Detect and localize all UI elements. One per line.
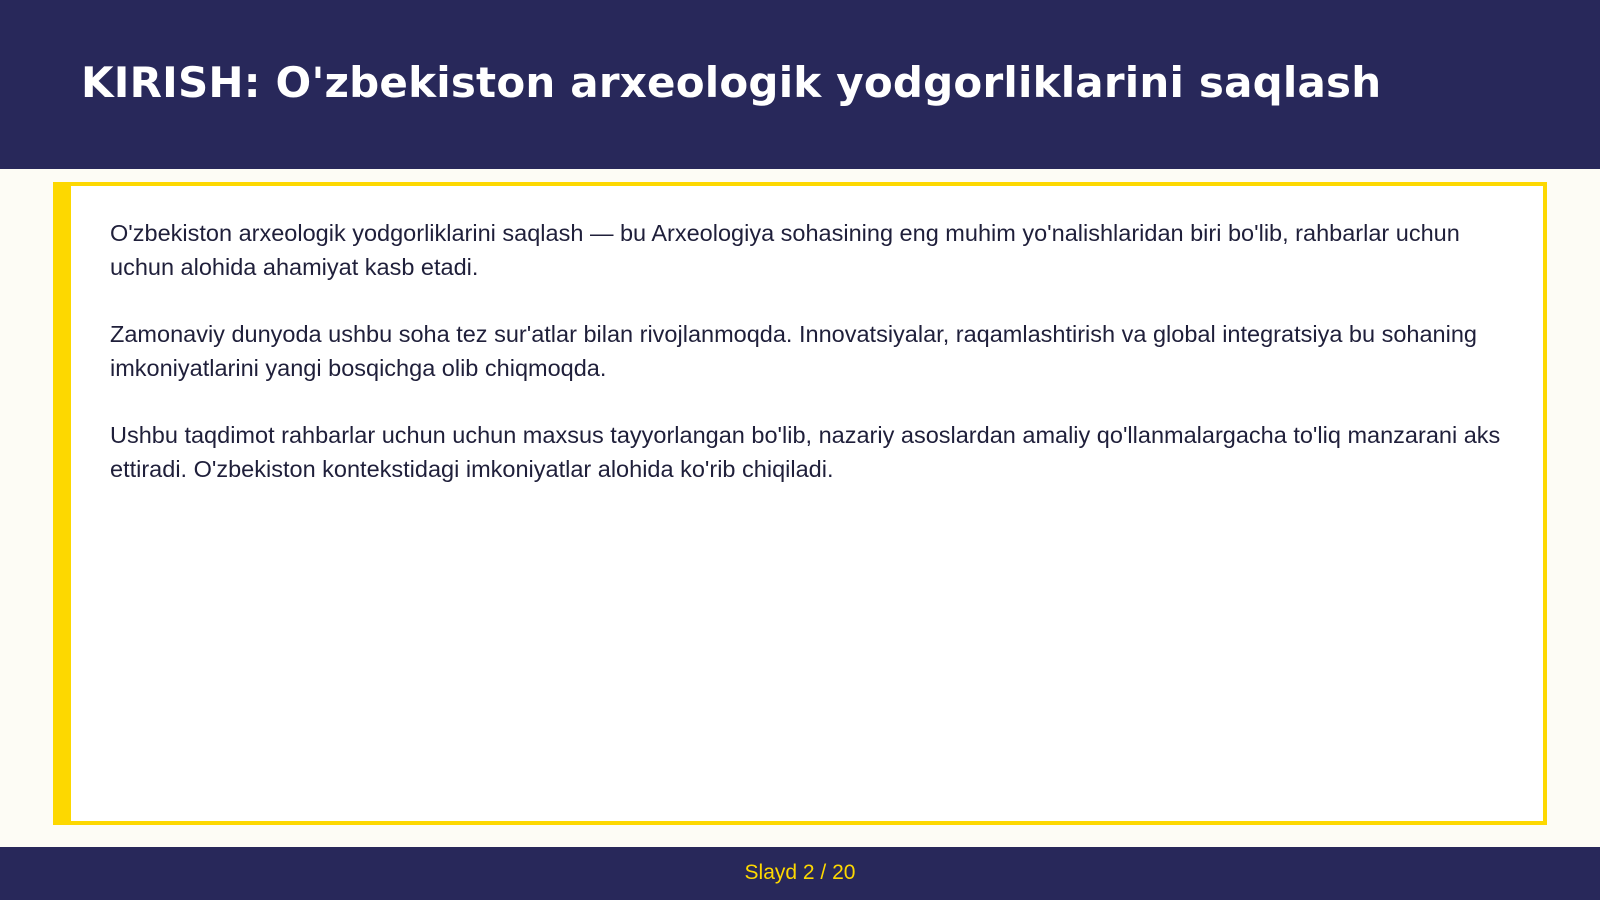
slide-title: KIRISH: O'zbekiston arxeologik yodgorliklarini saqlash: [81, 58, 1382, 107]
content-panel: [53, 182, 1547, 825]
modern-development-paragraph: Zamonaviy dunyoda ushbu soha tez sur'atlar bilan rivojlanmoqda. Innovatsiyalar, raqamlashtirish va global integratsiya bu sohaning imkoniyatlarini yangi bosqichga olib chiqmoqda.: [110, 321, 1477, 381]
slide-number: Slayd 2 / 20: [744, 861, 856, 884]
slide-footer: [0, 847, 1600, 900]
intro-paragraph: O'zbekiston arxeologik yodgorliklarini saqlash — bu Arxeologiya sohasining eng muhim yo'nalishlaridan biri bo'lib, rahbarlar uchun uchun alohida ahamiyat kasb etadi.: [110, 220, 1460, 280]
content-text-block: [110, 216, 1510, 519]
presentation-purpose-paragraph: Ushbu taqdimot rahbarlar uchun uchun maxsus tayyorlangan bo'lib, nazariy asoslardan amaliy qo'llanmalargacha to'liq manzarani aks ettiradi. O'zbekiston kontekstidagi imkoniyatlar alohida ko'rib chiqiladi.: [110, 422, 1501, 482]
slide-header: [0, 0, 1600, 169]
